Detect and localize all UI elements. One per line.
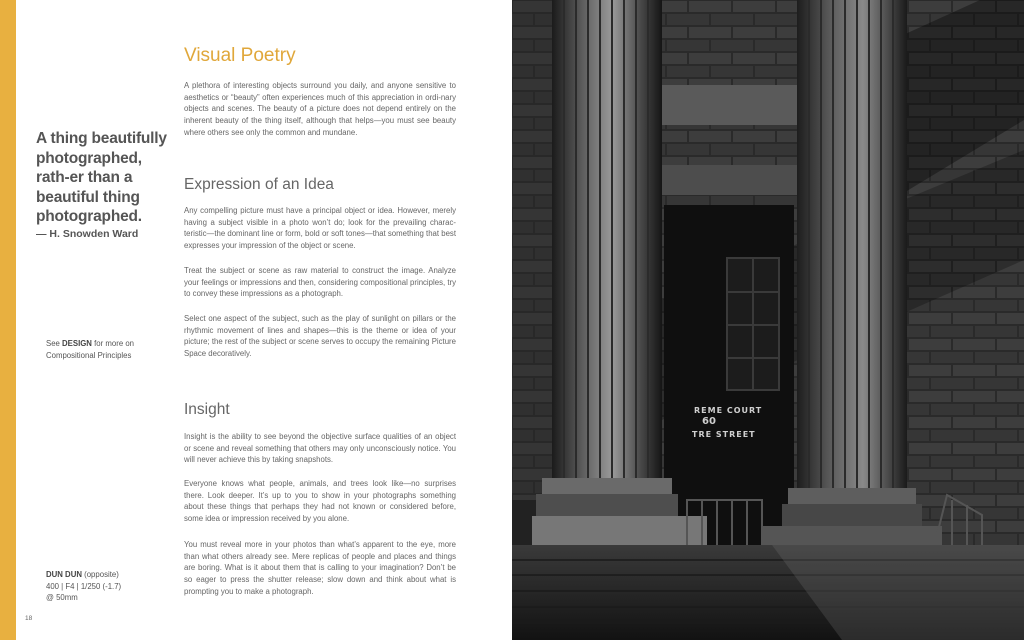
section-paragraph: Everyone knows what people, animals, and trees look like—no surprises there. Look deeper. It’s up to you to show in your photographs something about these things that perhaps they had not known or considered before, some idea or impression received by you alone. bbox=[184, 479, 456, 524]
accent-side-bar bbox=[0, 0, 16, 640]
door-window bbox=[727, 258, 779, 390]
side-note-suffix: for more on Compositional Principles bbox=[46, 339, 134, 360]
quote-author: — H. Snowden Ward bbox=[36, 228, 139, 240]
section-paragraph: Insight is the ability to see beyond the objective surface qualities of an object or scene and reveal something that others may only unconsciously notice. You will never achieve this by taking snapshots. bbox=[184, 432, 456, 465]
courthouse-photo bbox=[512, 0, 1024, 640]
left-margin-column bbox=[34, 0, 174, 640]
section-heading-expression: Expression of an Idea bbox=[184, 176, 334, 193]
caption-settings: 400 | F4 | 1/250 (-1.7) bbox=[46, 581, 122, 591]
caption-title: DUN DUN bbox=[46, 570, 82, 579]
sign-line-1: REME COURT bbox=[694, 406, 763, 415]
article-body bbox=[184, 0, 456, 640]
pull-quote: A thing beautifully photographed, rath-er than a beautiful thing photographed. bbox=[36, 130, 167, 225]
page-number: 18 bbox=[25, 615, 33, 622]
sign-line-2: 60 bbox=[702, 416, 716, 427]
section-paragraph: Select one aspect of the subject, such as the play of sunlight on pillars or the rhythmic movement of lines and shapes—this is the theme or idea of your picture; the rest of the subject or scene serves to occupy the remaining Picture Space decoratively. bbox=[184, 314, 456, 359]
section-paragraph: Any compelling picture must have a principal object or idea. However, merely having a subject visible in a photo won’t do; look for the prevailing charac-teristic—the dominant line or form, bold or soft tones—that something that best expresses your impression of the object or scene. bbox=[184, 206, 456, 251]
cornice bbox=[662, 85, 797, 125]
section-paragraph: Treat the subject or scene as raw material to construct the image. Analyze your feelings or impressions and then, considering compositional principles, try to convey these impressions as a photograph. bbox=[184, 266, 456, 299]
sign-line-3: TRE STREET bbox=[692, 430, 756, 439]
article-title: Visual Poetry bbox=[184, 45, 296, 66]
intro-paragraph: A plethora of interesting objects surround you daily, and anyone sensitive to aesthetics or “beauty” often experiences much of this appreciation in ordi-nary objects and scenes. The beauty of a picture does not depend entirely on the inherent beauty of the thing itself, although that helps—you must see beauty where others see only the common and mundane. bbox=[184, 81, 456, 137]
section-heading-insight: Insight bbox=[184, 401, 230, 418]
side-note-link: DESIGN bbox=[62, 339, 92, 348]
photo-caption bbox=[46, 569, 166, 604]
section-paragraph: You must reveal more in your photos than what’s apparent to the eye, more than what others already see. Mere replicas of people and places and things are boring. What is it about them that is calling to your imagination? Don’t be so eager to press the shutter release; slow down and think about what is prompting you to make a photograph. bbox=[184, 540, 456, 596]
caption-lens: @ 50mm bbox=[46, 593, 78, 602]
caption-title-note: (opposite) bbox=[84, 570, 119, 579]
side-note-prefix: See bbox=[46, 339, 60, 348]
side-note bbox=[46, 338, 166, 361]
